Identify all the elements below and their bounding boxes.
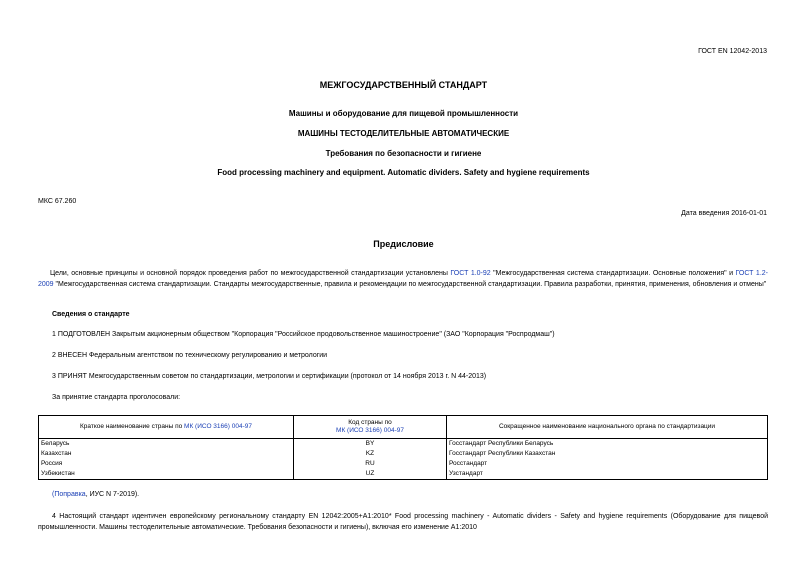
title-machines: МАШИНЫ ТЕСТОДЕЛИТЕЛЬНЫЕ АВТОМАТИЧЕСКИЕ <box>297 129 510 138</box>
document-code: ГОСТ EN 12042-2013 <box>698 48 767 55</box>
table-row <box>39 449 768 459</box>
table-row <box>39 469 768 480</box>
foreword-text-1: Цели, основные принципы и основной порядок проведения работ по межгосударственной стандартизации установлены <box>50 270 451 277</box>
introduction-date: Дата введения 2016-01-01 <box>681 210 767 217</box>
header-country-text: Краткое наименование страны по <box>80 423 185 430</box>
voted-label: За принятие стандарта проголосовали: <box>52 394 181 401</box>
item-3: 3 ПРИНЯТ Межгосударственным советом по стандартизации, метрологии и сертификации (протокол от 14 ноября 2013 г. N 44-2013) <box>52 373 487 380</box>
amendment-open: ( <box>52 491 55 498</box>
body-cell: Госстандарт Республики Беларусь <box>447 439 768 450</box>
item-4: 4 Настоящий стандарт идентичен европейскому региональному стандарту EN 12042:2005+A1:2010* Food processing machinery - Automatic dividers - Safety and hygiene requirements (Оборудование для пищевой промышленности. Машины тестоделительные автоматические. Требования безопасности и гигиены), включая его изменение A1:2010 <box>38 513 768 531</box>
gost-1-2-2009-link[interactable]: ГОСТ 1.2-2009 <box>38 270 768 288</box>
foreword-heading: Предисловие <box>373 239 434 249</box>
table-header-row <box>39 416 768 439</box>
code-cell: BY <box>294 439 447 450</box>
mk-iso-link[interactable]: МК (ИСО 3166) 004-97 <box>184 423 252 430</box>
body-cell: Росстандарт <box>447 459 768 469</box>
country-cell: Россия <box>39 459 294 469</box>
item-2: 2 ВНЕСЕН Федеральным агентством по техническому регулированию и метрологии <box>52 352 328 359</box>
item-1: 1 ПОДГОТОВЛЕН Закрытым акционерным обществом "Корпорация "Российское продовольственное машиностроение" (ЗАО "Корпорация "Роспродмаш") <box>52 331 555 338</box>
foreword-text-2: "Межгосударственная система стандартизации. Основные положения" и <box>490 270 736 277</box>
amendment-note <box>52 491 139 498</box>
header-code <box>294 416 447 439</box>
voting-table <box>38 415 768 480</box>
mks-code: МКС 67.260 <box>38 198 77 205</box>
page-title: МЕЖГОСУДАРСТВЕННЫЙ СТАНДАРТ <box>319 80 488 90</box>
body-cell: Узстандарт <box>447 469 768 480</box>
foreword-paragraph <box>38 268 768 290</box>
code-cell: KZ <box>294 449 447 459</box>
gost-1-0-92-link[interactable]: ГОСТ 1.0-92 <box>450 270 491 277</box>
code-cell: RU <box>294 459 447 469</box>
table-row <box>39 439 768 450</box>
country-cell: Казахстан <box>39 449 294 459</box>
table-row <box>39 459 768 469</box>
header-body: Сокращенное наименование национального органа по стандартизации <box>447 416 768 439</box>
header-code-text: Код страны по <box>348 419 392 426</box>
amendment-rest: , ИУС N 7-2019). <box>85 491 140 498</box>
title-category: Машины и оборудование для пищевой промышленности <box>288 109 519 118</box>
info-heading: Сведения о стандарте <box>52 311 130 318</box>
title-requirements: Требования по безопасности и гигиене <box>325 149 482 158</box>
amendment-link[interactable]: Поправка <box>54 491 86 498</box>
country-cell: Узбекистан <box>39 469 294 480</box>
title-english: Food processing machinery and equipment. Automatic dividers. Safety and hygiene requirements <box>217 168 590 177</box>
code-cell: UZ <box>294 469 447 480</box>
foreword-text-3: "Межгосударственная система стандартизации. Стандарты межгосударственные, правила и рекомендации по межгосударственной стандартизации. Правила разработки, принятия, применения, обновления и отмены" <box>53 281 767 288</box>
header-country <box>39 416 294 439</box>
mk-iso-link[interactable]: МК (ИСО 3166) 004-97 <box>336 427 404 434</box>
country-cell: Беларусь <box>39 439 294 450</box>
body-cell: Госстандарт Республики Казахстан <box>447 449 768 459</box>
